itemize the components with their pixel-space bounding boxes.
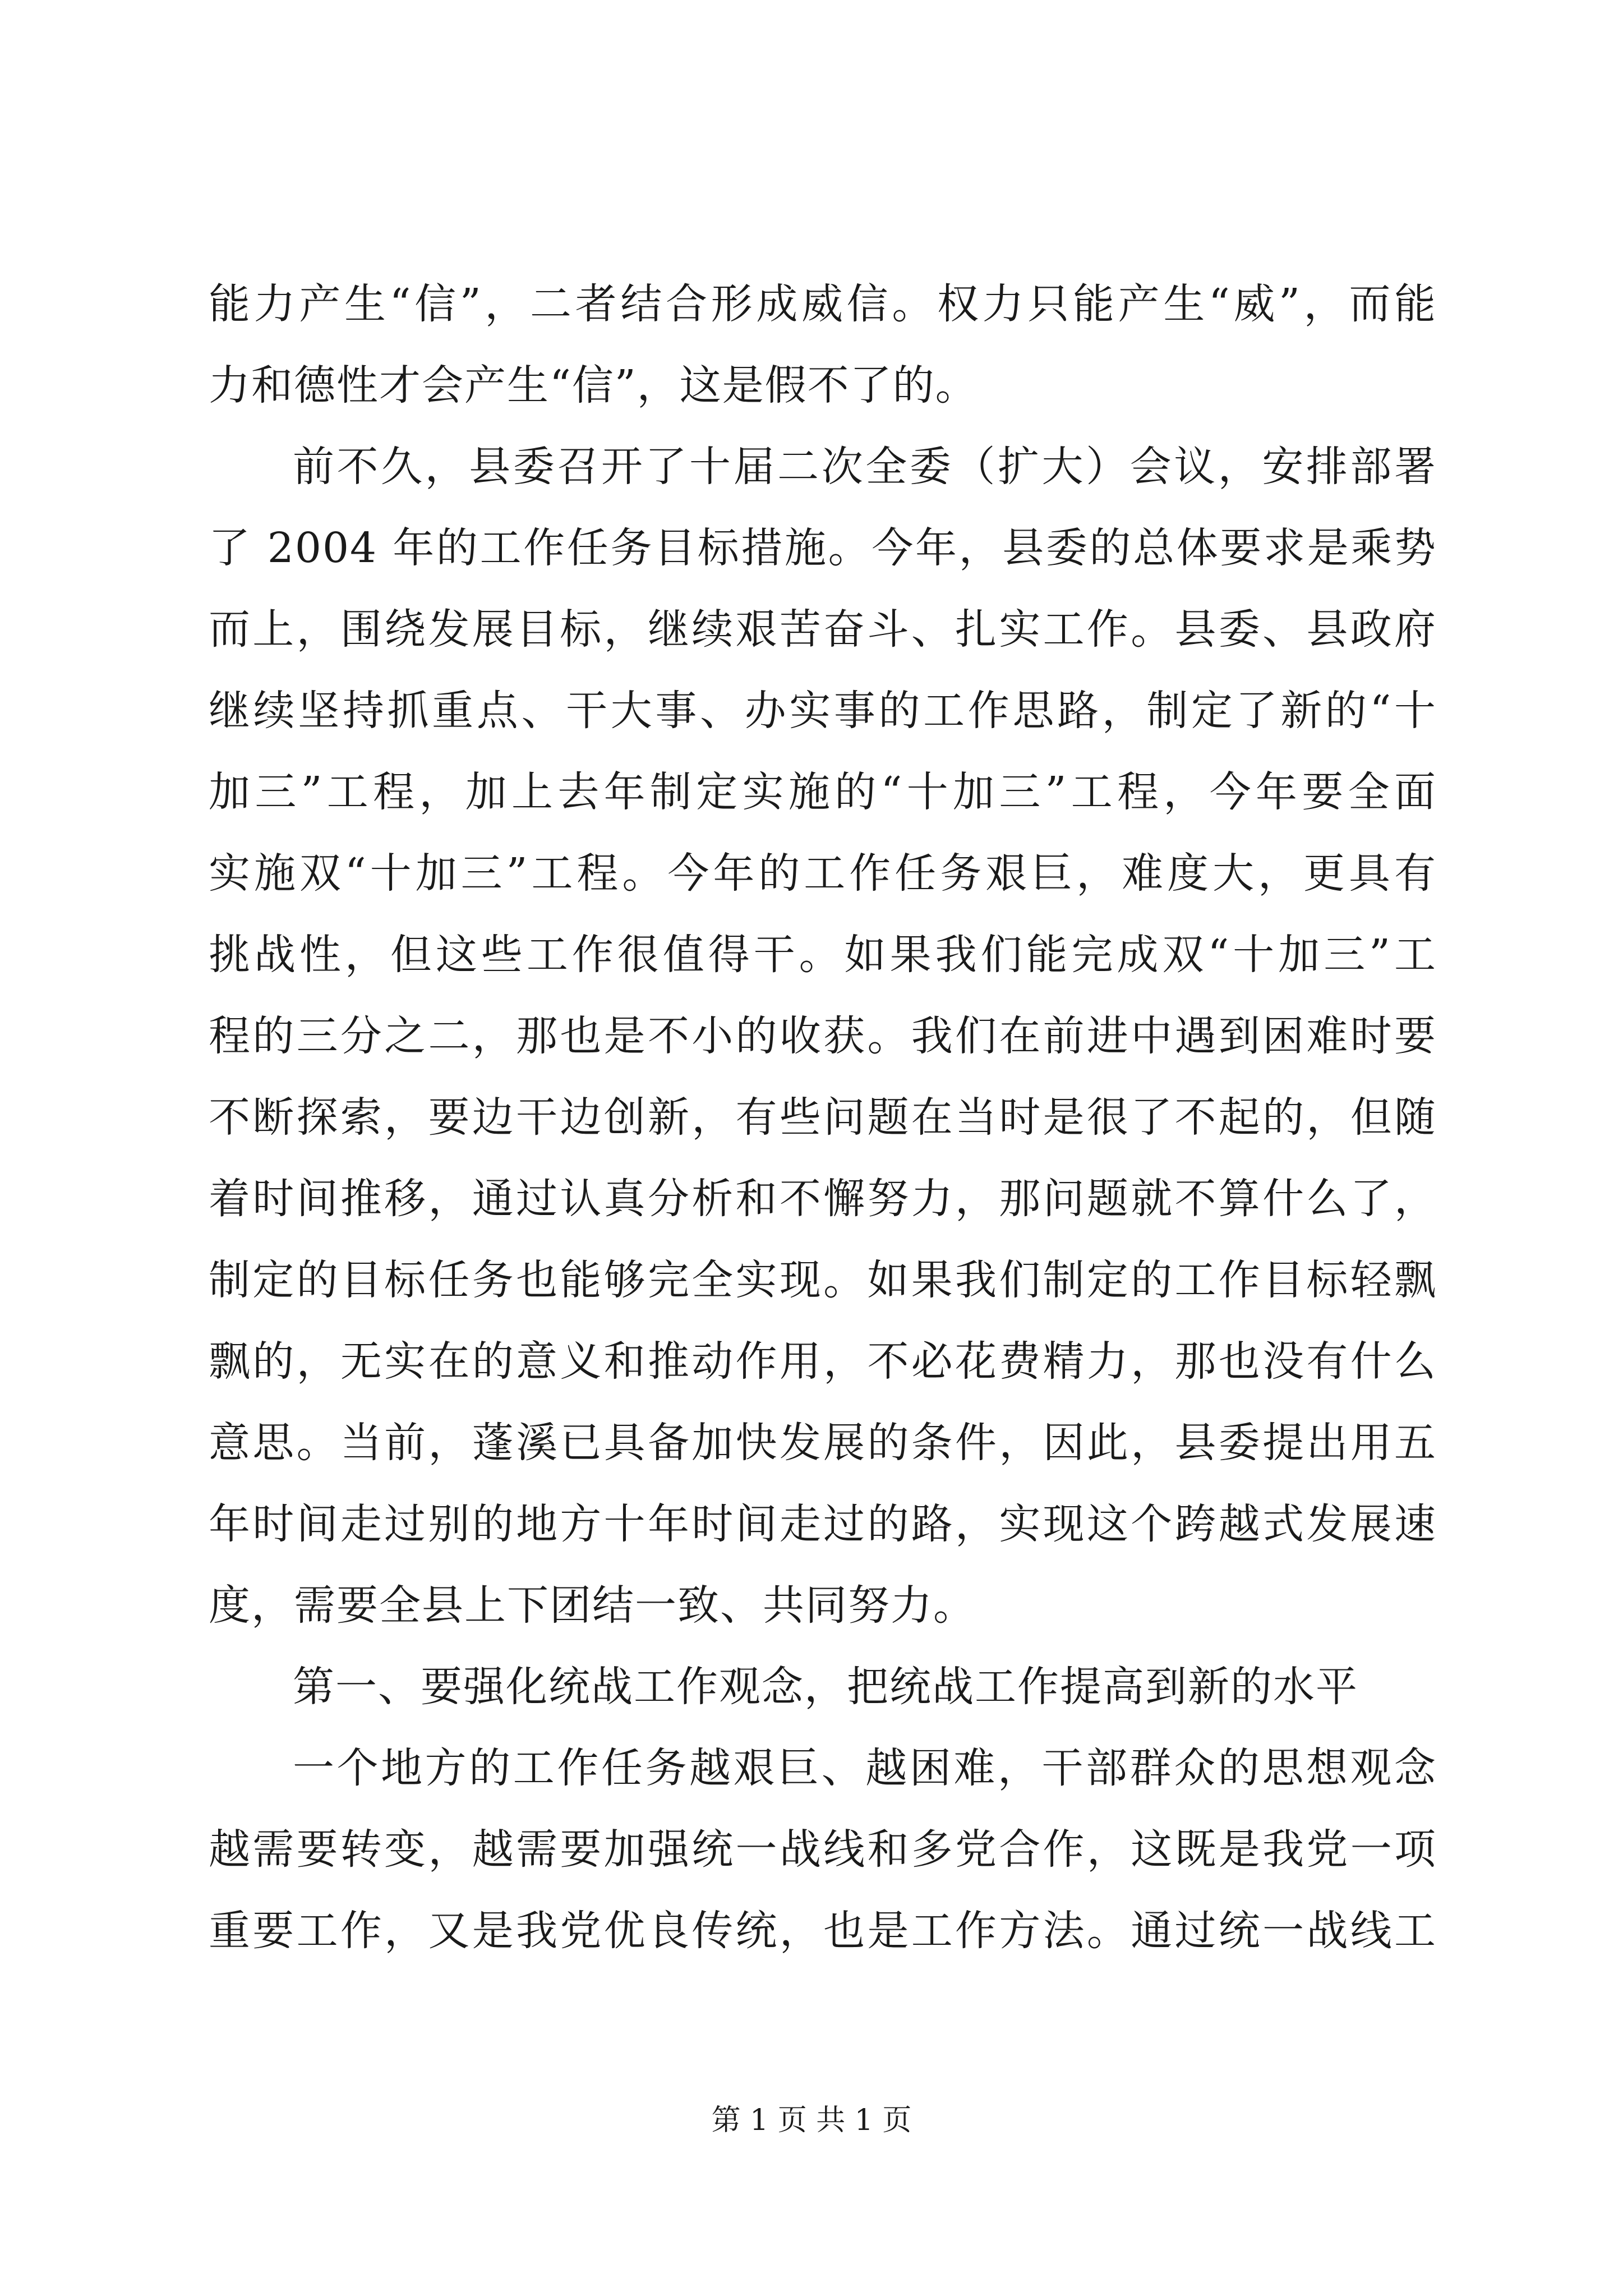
text-line-4: 了 2004 年的工作任务目标措施。今年，县委的总体要求是乘势 bbox=[209, 524, 1437, 572]
text-line-6: 继续坚持抓重点、干大事、办实事的工作思路，制定了新的“十 bbox=[209, 687, 1437, 735]
text-line-5: 而上，围绕发展目标，继续艰苦奋斗、扎实工作。县委、县政府 bbox=[209, 605, 1437, 654]
text-line-16: 年时间走过别的地方十年时间走过的路，实现这个跨越式发展速 bbox=[209, 1500, 1437, 1548]
text-line-12: 着时间推移，通过认真分析和不懈努力，那问题就不算什么了， bbox=[209, 1175, 1437, 1223]
text-line-21: 重要工作，又是我党优良传统，也是工作方法。通过统一战线工 bbox=[209, 1907, 1437, 1955]
text-line-20: 越需要转变，越需要加强统一战线和多党合作，这既是我党一项 bbox=[209, 1825, 1437, 1874]
text-line-19: 一个地方的工作任务越艰巨、越困难，干部群众的思想观念 bbox=[293, 1744, 1437, 1792]
text-line-11: 不断探索，要边干边创新，有些问题在当时是很了不起的，但随 bbox=[209, 1093, 1437, 1142]
document-body bbox=[209, 264, 1437, 1972]
text-line-17: 度，需要全县上下团结一致、共同努力。 bbox=[209, 1581, 976, 1630]
text-line-7: 加三”工程，加上去年制定实施的“十加三”工程，今年要全面 bbox=[209, 768, 1437, 816]
text-line-13: 制定的目标任务也能够完全实现。如果我们制定的工作目标轻飘 bbox=[209, 1256, 1437, 1304]
text-line-14: 飘的，无实在的意义和推动作用，不必花费精力，那也没有什么 bbox=[209, 1337, 1437, 1386]
text-line-9: 挑战性，但这些工作很值得干。如果我们能完成双“十加三”工 bbox=[209, 931, 1437, 979]
page-footer: 第 1 页 共 1 页 bbox=[711, 2104, 912, 2137]
text-line-10: 程的三分之二，那也是不小的收获。我们在前进中遇到困难时要 bbox=[209, 1012, 1437, 1060]
section-heading: 第一、要强化统战工作观念，把统战工作提高到新的水平 bbox=[293, 1663, 1358, 1711]
text-line-3: 前不久，县委召开了十届二次全委（扩大）会议，安排部署 bbox=[293, 443, 1437, 491]
text-line-2: 力和德性才会产生“信”，这是假不了的。 bbox=[209, 361, 978, 409]
text-line-1: 能力产生“信”，二者结合形成威信。权力只能产生“威”，而能 bbox=[209, 280, 1437, 328]
text-line-8: 实施双“十加三”工程。今年的工作任务艰巨，难度大，更具有 bbox=[209, 849, 1437, 898]
text-line-15: 意思。当前，蓬溪已具备加快发展的条件，因此，县委提出用五 bbox=[209, 1419, 1437, 1467]
